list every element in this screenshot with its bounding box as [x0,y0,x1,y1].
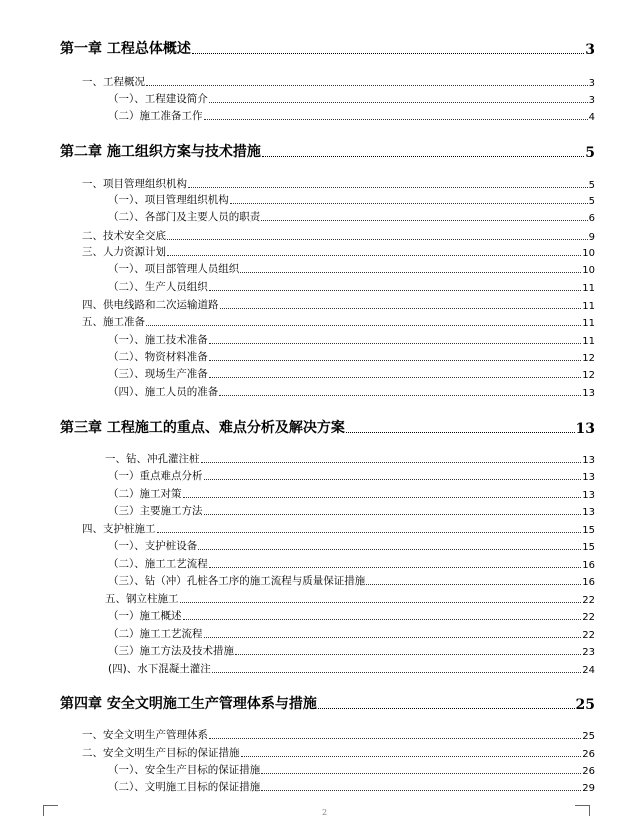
toc-chapter-row[interactable] [60,38,595,58]
toc-entry-title: （三）施工方法及技术措施 [108,645,234,657]
dot-leader [209,343,582,344]
dot-leader [219,395,581,396]
corner-crop-mark-right [575,805,590,816]
toc-entry-row[interactable] [108,367,595,381]
toc-entry-row[interactable] [108,262,595,276]
dot-leader [235,654,581,655]
dot-leader [318,708,575,709]
toc-entry-row[interactable] [108,539,595,553]
toc-entry-title: （三）、钻（冲）孔桩各工序的施工流程与质量保证措施 [108,575,366,587]
dot-leader [212,672,582,673]
dot-leader [204,119,588,120]
dot-leader [261,773,581,774]
toc-entry-row[interactable] [108,350,595,364]
toc-entry-row[interactable] [108,469,595,483]
toc-page-number: 22 [582,595,595,606]
dot-leader [261,790,581,791]
toc-page-number: 11 [582,301,595,312]
toc-page-number: 15 [582,525,595,536]
toc-page-number: 11 [582,318,595,329]
toc-entry-title: （二）、各部门及主要人员的职责 [108,211,261,223]
toc-entry-title: （二）、生产人员组织 [108,281,208,293]
toc-entry-row[interactable] [82,298,595,312]
toc-entry-title: （二）、物资材料准备 [108,351,208,363]
toc-page-number: 26 [582,749,595,760]
toc-entry-row[interactable] [108,92,595,106]
toc-entry-row[interactable] [108,210,595,224]
toc-entry-row[interactable] [82,177,595,191]
toc-page-number: 12 [582,370,595,381]
toc-entry-title: （二）、施工工艺流程 [108,558,208,570]
toc-entry-title: （一）、项目管理组织机构 [108,194,229,206]
toc-entry-title: 二、安全文明生产目标的保证措施 [82,747,240,759]
toc-entry-row[interactable] [82,229,595,243]
toc-entry-row[interactable] [108,780,595,794]
dot-leader [209,360,582,361]
toc-page-number: 5 [588,196,595,207]
dot-leader [209,290,582,291]
toc-entry-title: （四）、施工人员的准备 [108,386,219,398]
toc-entry-row[interactable] [108,627,595,641]
toc-entry-row[interactable] [108,763,595,777]
toc-entry-title: （一）、工程建设简介 [108,93,208,105]
toc-page-number: 6 [588,213,595,224]
dot-leader [201,462,582,463]
toc-page-number: 24 [582,665,595,676]
dot-leader [157,532,582,533]
toc-entry-row[interactable] [108,644,595,658]
toc-entry-row[interactable] [108,557,595,571]
toc-page-number: 3 [585,42,595,58]
dot-leader [209,567,582,568]
toc-page-number: 13 [582,455,595,466]
toc-entry-title: 四、支护桩施工 [82,523,156,535]
toc-page-number: 5 [585,145,595,161]
toc-entry-title: 第四章 安全文明施工生产管理体系与措施 [60,696,317,712]
toc-entry-title: 四、供电线路和二次运输道路 [82,299,219,311]
toc-page-number: 3 [588,95,595,106]
toc-entry-title: 二、技术安全交底 [82,230,166,242]
toc-entry-row[interactable] [108,487,595,501]
toc-page-number: 22 [582,612,595,623]
toc-page-number: 12 [582,353,595,364]
toc-page-number: 16 [582,560,595,571]
dot-leader [188,187,588,188]
toc-chapter-row[interactable] [60,693,595,713]
toc-entry-row[interactable] [82,522,595,536]
toc-entry-row[interactable] [82,315,595,329]
toc-entry-title: （三）、现场生产准备 [108,368,208,380]
toc-entry-row[interactable] [82,75,595,89]
toc-entry-title: （一）施工概述 [108,610,182,622]
toc-entry-row[interactable] [108,385,595,399]
corner-crop-mark-left [43,805,58,816]
toc-page-number: 5 [588,180,595,191]
toc-page-number: 22 [582,630,595,641]
toc-entry-row[interactable] [108,280,595,294]
dot-leader [204,514,582,515]
toc-entry-title: 第一章 工程总体概述 [60,41,191,57]
dot-leader [262,156,584,157]
toc-entry-title: （一）、项目部管理人员组织 [108,263,240,275]
toc-entry-title: （二）、文明施工目标的保证措施 [108,781,261,793]
toc-page-number: 13 [575,421,595,437]
toc-page-number: 26 [582,766,595,777]
dot-leader [180,602,582,603]
toc-page-number: 3 [588,78,595,89]
toc-entry-row[interactable] [82,245,595,259]
dot-leader [146,85,588,86]
toc-entry-row[interactable] [108,109,595,123]
toc-page-number: 11 [582,283,595,294]
page-number: 2 [322,808,328,817]
dot-leader [209,738,581,739]
toc-entry-title: 三、人力资源计划 [82,246,166,258]
dot-leader [167,255,581,256]
dot-leader [346,432,575,433]
toc-page-number: 15 [582,542,595,553]
dot-leader [240,272,581,273]
toc-entry-row[interactable] [108,662,595,676]
toc-page-number: 13 [582,507,595,518]
dot-leader [241,756,582,757]
toc-entry-title: （一）、安全生产目标的保证措施 [108,764,261,776]
dot-leader [192,53,584,54]
toc-entry-title: （二）施工准备工作 [108,110,203,122]
toc-page-number: 10 [582,265,595,276]
dot-leader [198,549,581,550]
toc-entry-row[interactable] [82,746,595,760]
toc-entry-title: 一、工程概况 [82,76,145,88]
toc-chapter-row[interactable] [60,417,595,437]
toc-entry-title: （三）主要施工方法 [108,505,203,517]
toc-page-number: 4 [588,112,595,123]
dot-leader [261,220,587,221]
toc-page-number: 25 [582,731,595,742]
toc-entry-row[interactable] [108,504,595,518]
toc-entry-title: （二）施工工艺流程 [108,628,203,640]
toc-page-number: 11 [582,336,595,347]
toc-page-number: 9 [588,232,595,243]
toc-entry-title: （二）施工对策 [108,488,182,500]
toc-entry-title: 一、项目管理组织机构 [82,178,187,190]
toc-page-number: 23 [582,647,595,658]
toc-entry-row[interactable] [108,609,595,623]
toc-entry-title: 五、钢立柱施工 [105,593,179,605]
dot-leader [167,239,588,240]
toc-entry-title: （一）、支护桩设备 [108,540,198,552]
dot-leader [183,497,582,498]
toc-page-number: 10 [582,248,595,259]
dot-leader [230,203,588,204]
dot-leader [146,325,581,326]
toc-entry-title: 五、施工准备 [82,316,145,328]
toc-entry-title: 一、钻、冲孔灌注桩 [105,453,200,465]
toc-entry-title: （一）重点难点分析 [108,470,203,482]
toc-page-number: 25 [575,697,595,713]
toc-page-number: 13 [582,388,595,399]
toc-entry-title: （一）、施工技术准备 [108,334,208,346]
toc-entry-row[interactable] [108,333,595,347]
toc-page-number: 16 [582,577,595,588]
toc-entry-title: 第三章 工程施工的重点、难点分析及解决方案 [60,420,345,436]
toc-page-number: 13 [582,490,595,501]
toc-chapter-row[interactable] [60,141,595,161]
toc-entry-title: 第二章 施工组织方案与技术措施 [60,144,261,160]
toc-page-number: 29 [582,783,595,794]
toc-entry-row[interactable] [108,193,595,207]
toc-entry-title: (四)、水下混凝土灌注 [108,663,211,675]
dot-leader [204,479,582,480]
toc-entry-title: 一、安全文明生产管理体系 [82,729,208,741]
dot-leader [183,619,582,620]
toc-entry-row[interactable] [105,452,595,466]
toc-entry-row[interactable] [108,574,595,588]
toc-entry-row[interactable] [105,592,595,606]
dot-leader [366,584,581,585]
toc-page-number: 13 [582,472,595,483]
dot-leader [209,377,582,378]
toc-entry-row[interactable] [82,728,595,742]
dot-leader [220,308,582,309]
dot-leader [204,637,582,638]
dot-leader [209,102,588,103]
